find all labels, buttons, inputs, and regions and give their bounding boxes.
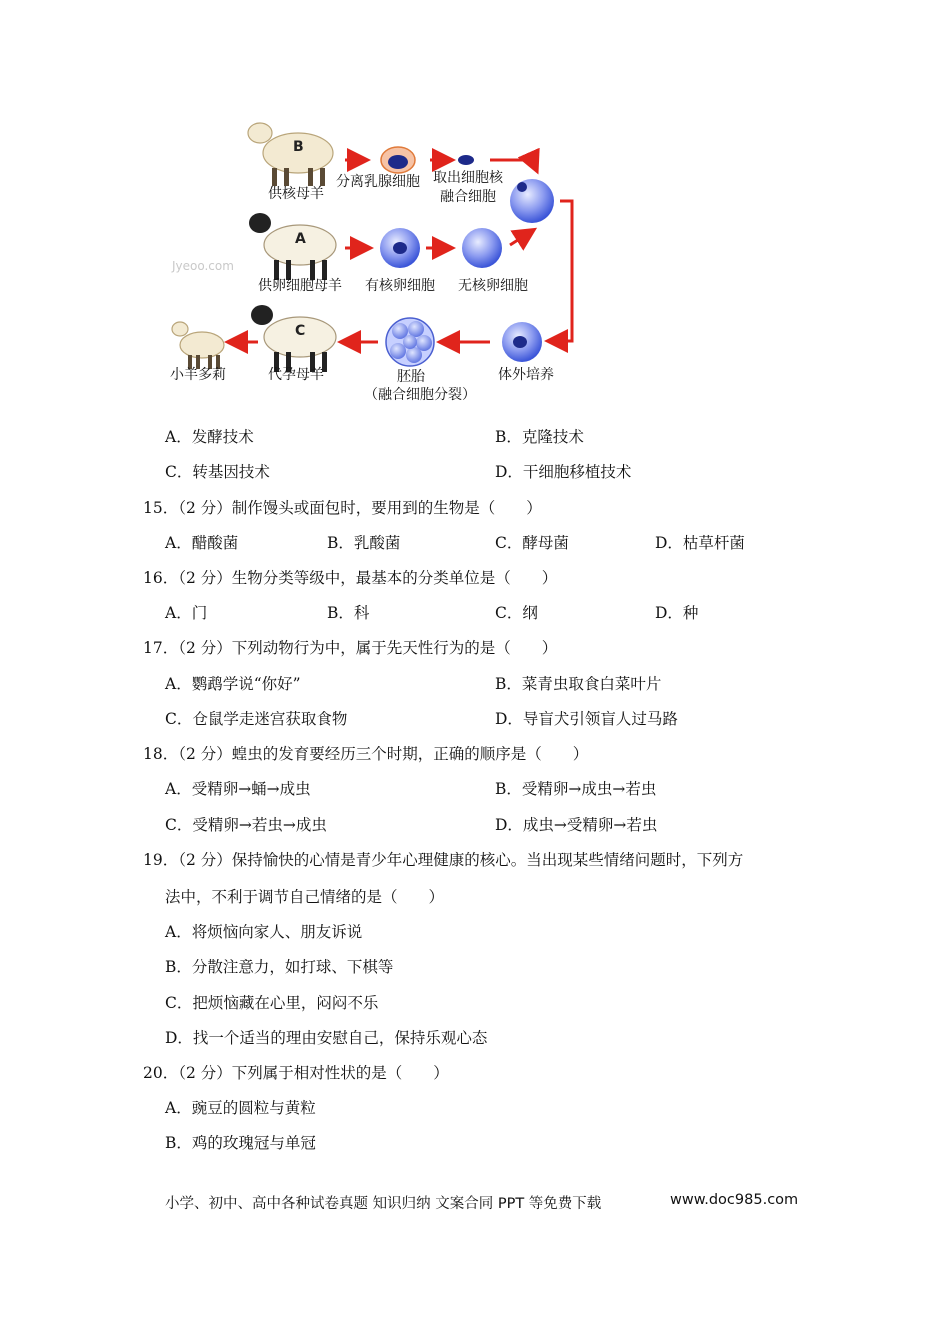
enucleated-egg-icon [462, 228, 502, 268]
q19-stem-line2: 法中，不利于调节自己情绪的是（ ） [165, 888, 445, 906]
q16-option-c: C．纲 [495, 604, 538, 622]
q15-option-b: B．乳酸菌 [327, 534, 401, 552]
label-culture: 体外培养 [498, 367, 554, 383]
label-separate-mammary: 分离乳腺细胞 [336, 174, 420, 190]
q14-option-b: B．克隆技术 [495, 428, 584, 446]
q18-option-b: B．受精卵→成虫→若虫 [495, 780, 657, 798]
watermark: Jyeoo.com [172, 259, 234, 273]
label-nucleated-egg: 有核卵细胞 [365, 278, 435, 294]
sheep-b-icon [248, 123, 333, 186]
q15-option-c: C．酵母菌 [495, 534, 569, 552]
q16-option-b: B．科 [327, 604, 370, 622]
cloning-diagram [160, 105, 590, 410]
q17-option-a: A．鹦鹉学说“你好” [165, 675, 301, 693]
q17-option-b: B．菜青虫取食白菜叶片 [495, 675, 662, 693]
q16-option-d: D．种 [655, 604, 699, 622]
q16-option-a: A．门 [165, 604, 208, 622]
q17-stem: 17．（2 分）下列动物行为中，属于先天性行为的是（ ） [143, 639, 558, 657]
q19-option-b: B．分散注意力，如打球、下棋等 [165, 958, 394, 976]
label-lamb-dolly: 小羊多莉 [170, 367, 226, 383]
label-embryo-note: （融合细胞分裂） [364, 387, 476, 403]
cultured-cell-icon [502, 322, 542, 362]
q19-option-a: A．将烦恼向家人、朋友诉说 [165, 923, 363, 941]
q14-option-d: D．干细胞移植技术 [495, 463, 632, 481]
sheep-c-icon [251, 305, 336, 372]
fused-cell-icon [510, 179, 554, 223]
sheep-a-icon [249, 213, 336, 280]
q19-stem-line1: 19．（2 分）保持愉快的心情是青少年心理健康的核心。当出现某些情绪问题时，下列方 [143, 851, 744, 869]
footer-text: 小学、初中、高中各种试卷真题 知识归纳 文案合同 PPT 等免费下载 [165, 1196, 602, 1212]
q15-stem: 15．（2 分）制作馒头或面包时，要用到的生物是（ ） [143, 499, 542, 517]
label-fused-cell: 融合细胞 [440, 189, 496, 205]
label-take-nucleus: 取出细胞核 [433, 170, 503, 186]
label-embryo: 胚胎 [397, 369, 425, 385]
q18-option-d: D．成虫→受精卵→若虫 [495, 816, 658, 834]
q18-option-c: C．受精卵→若虫→成虫 [165, 816, 327, 834]
mammary-cell-icon [381, 147, 415, 173]
q17-option-c: C．仓鼠学走迷宫获取食物 [165, 710, 348, 728]
label-surrogate: 代孕母羊 [268, 367, 324, 383]
q17-option-d: D．导盲犬引领盲人过马路 [495, 710, 678, 728]
sheep-a-letter: A [295, 231, 306, 247]
q14-option-c: C．转基因技术 [165, 463, 270, 481]
label-egg-donor: 供卵细胞母羊 [258, 278, 342, 294]
q19-option-c: C．把烦恼藏在心里，闷闷不乐 [165, 994, 379, 1012]
donor-nucleus-icon [458, 155, 474, 165]
q20-stem: 20．（2 分）下列属于相对性状的是（ ） [143, 1064, 449, 1082]
q15-option-a: A．醋酸菌 [165, 534, 239, 552]
label-enucleated-egg: 无核卵细胞 [458, 278, 528, 294]
q15-option-d: D．枯草杆菌 [655, 534, 745, 552]
q16-stem: 16．（2 分）生物分类等级中，最基本的分类单位是（ ） [143, 569, 558, 587]
q20-option-a: A．豌豆的圆粒与黄粒 [165, 1099, 316, 1117]
page-footer [165, 1192, 799, 1213]
q18-option-a: A．受精卵→蛹→成虫 [165, 780, 311, 798]
footer-url[interactable]: www.doc985.com [670, 1192, 799, 1208]
q18-stem: 18．（2 分）蝗虫的发育要经历三个时期，正确的顺序是（ ） [143, 745, 589, 763]
sheep-c-letter: C [295, 323, 306, 339]
q20-option-b: B．鸡的玫瑰冠与单冠 [165, 1134, 316, 1152]
embryo-icon [386, 318, 434, 366]
label-nucleus-donor: 供核母羊 [268, 186, 324, 202]
nucleated-egg-icon [380, 228, 420, 268]
q14-option-a: A．发酵技术 [165, 428, 254, 446]
lamb-dolly-icon [172, 322, 224, 369]
sheep-b-letter: B [293, 139, 304, 155]
q19-option-d: D．找一个适当的理由安慰自己，保持乐观心态 [165, 1029, 488, 1047]
